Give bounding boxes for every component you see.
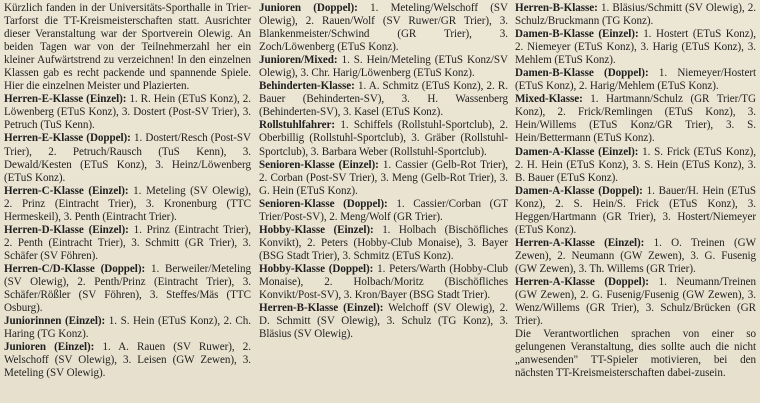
- result-entry: [515, 28, 756, 67]
- result-entry: [4, 93, 251, 132]
- class-results: 1. Schiffels (Rollstuhl-Sportclub), 2. Oberbillig (Rollstuhl-Sportclub), 3. Gräber (Rollstuhl-Sportclub), 3. Barbara Weber (Rollstuhl-Sportclub).: [259, 119, 508, 158]
- result-entry: [515, 146, 756, 185]
- class-results: 1. Hostert (ETuS Konz), 2. Niemeyer (ETuS Konz), 3. Harig (ETuS Konz), 3. Mehlem (ETuS Konz).: [515, 28, 756, 67]
- class-heading: Herren-B-Klasse (Einzel):: [259, 302, 384, 315]
- class-heading: Senioren-Klasse (Einzel):: [259, 158, 379, 171]
- class-results: Welchoff (SV Olewig), 2. D. Schmitt (SV Olewig), 3. Schulz (TG Konz), 3. Bläsius (SV Olewig).: [259, 302, 508, 341]
- result-entry: [259, 302, 508, 341]
- column-3: [515, 2, 756, 380]
- result-entry: [259, 263, 508, 302]
- class-results: 1. S. Hein/Meteling (ETuS Konz/SV Olewig), 3. Chr. Harig/Löwenberg (ETuS Konz).: [259, 54, 508, 80]
- result-entry: [4, 341, 251, 380]
- class-results: 1. Bauer/H. Hein (ETuS Konz), 2. S. Hein/S. Frick (ETuS Konz), 3. Heggen/Hartmann (GR Trier), 3. Hostert/Niemeyer (ETuS Konz).: [515, 184, 756, 236]
- class-results: 1. Peters/Warth (Hobby-Club Monaise), 2. Holbach/Moritz (Bischöfliches Konvikt/Post-SV), 3. Kron/Bayer (BSG Stadt Trier).: [259, 262, 508, 302]
- class-heading: Herren-E-Klasse (Einzel):: [4, 93, 127, 106]
- class-heading: Hobby-Klasse (Einzel):: [259, 223, 374, 236]
- class-results: 1. Dostert/Resch (Post-SV Trier), 2. Petruch/Rausch (TuS Kenn), 3. Dewald/Kesten (ETuS Konz), 3. Heinz/Löwenberg (ETuS Konz).: [4, 132, 251, 184]
- result-entry: [259, 224, 508, 263]
- class-heading: Herren-E-Klasse (Doppel):: [4, 132, 131, 145]
- result-entry: [259, 54, 508, 80]
- class-heading: Damen-A-Klasse (Einzel):: [515, 145, 639, 158]
- class-heading: Juniorinnen (Einzel):: [4, 315, 106, 328]
- result-entry: [259, 80, 508, 119]
- class-results: 1. Niemeyer/Hostert (ETuS Konz), 2. Harig/Mehlem (ETuS Konz).: [515, 67, 756, 93]
- class-results: 1. S. Frick (ETuS Konz), 2. H. Hein (ETuS Konz), 3. S. Hein (ETuS Konz), 3. B. Bauer (ETuS Konz).: [515, 145, 756, 184]
- class-results: 1. A. Rauen (SV Ruwer), 2. Welschoff (SV Olewig), 3. Leisen (GW Zewen), 3. Meteling (SV Olewig).: [4, 341, 251, 380]
- result-entry: [259, 119, 508, 158]
- class-results: 1. Holbach (Bischöfliches Konvikt), 2. Peters (Hobby-Club Monaise), 3. Bayer (BSG Stadt Trier), 3. Schmitz (ETuS Konz).: [259, 223, 508, 262]
- class-heading: Junioren (Einzel):: [4, 341, 95, 354]
- result-entry: [259, 2, 508, 54]
- class-heading: Herren-B-Klasse:: [515, 2, 598, 14]
- result-entry: [4, 224, 251, 263]
- class-results: 1. Bläsius/Schmitt (SV Olewig), 2. Schulz/Bruckmann (TG Konz).: [515, 2, 756, 28]
- result-entry: [4, 132, 251, 184]
- class-results: 1. O. Treinen (GW Zewen), 2. Neumann (GW Zewen), 3. G. Fusenig (GW Zewen), 3. Th. Willems (GR Trier).: [515, 236, 756, 275]
- result-entry: [259, 159, 508, 198]
- result-entry: [515, 93, 756, 145]
- class-heading: Damen-B-Klasse (Doppel):: [515, 67, 649, 80]
- result-entry: [515, 185, 756, 237]
- class-heading: Herren-A-Klasse (Doppel):: [515, 275, 649, 288]
- class-heading: Damen-A-Klasse (Doppel):: [515, 184, 643, 197]
- class-results: 1. Cassier/Corban (GT Trier/Post-SV), 2. Meng/Wolf (GR Trier).: [259, 197, 509, 223]
- class-heading: Senioren-Klasse (Doppel):: [259, 197, 388, 210]
- closing-paragraph: Die Verantwortlichen sprachen von einer so gelungenen Veranstaltung, dies sollte auch die nicht „anwesenden" TT-Spieler motivieren, bei den nächsten TT-Kreismeisterschaften dabei-zusein.: [515, 328, 756, 380]
- result-entry: [515, 67, 756, 93]
- column-1: [4, 2, 251, 380]
- class-results: 1. Neumann/Treinen (GW Zewen), 2. G. Fusenig/Fusenig (GW Zewen), 3. Wenz/Willems (GR Trier), 3. Schulz/Brücken (GR Trier).: [515, 275, 756, 328]
- class-heading: Junioren/Mixed:: [259, 54, 338, 67]
- class-results: 1. A. Schmitz (ETuS Konz), 2. R. Bauer (Behinderten-SV), 3. H. Wassenberg (Behinderten-SV), 3. Kasel (ETuS Konz).: [259, 80, 508, 119]
- class-results: 1. R. Hein (ETuS Konz), 2. Löwenberg (ETuS Konz), 3. Dostert (Post-SV Trier), 3. Petruch (TuS Kenn).: [4, 93, 251, 132]
- intro-paragraph: Kürzlich fanden in der Universitäts-Sporthalle in Trier-Tarforst die TT-Kreismeisterschaften statt. Ausrichter dieser Veranstaltung war der Sportverein Olewig. An beiden Tagen war von der Teilnehmerzahl her ein kleiner Aufwärtstrend zu verzeichnen! In den einzelnen Klassen gab es recht packende und spannende Spiele. Hier die einzelnen Meister und Plazierten.: [4, 2, 251, 93]
- result-entry: [259, 198, 508, 224]
- class-results: 1. Meteling (SV Olewig), 2. Prinz (Eintracht Trier), 3. Kronenburg (TTC Hermeskeil), 3. Penth (Eintracht Trier).: [4, 184, 251, 223]
- class-heading: Junioren (Doppel):: [259, 2, 358, 14]
- result-entry: [515, 237, 756, 276]
- class-results: 1. Berweiler/Meteling (SV Olewig), 2. Penth/Prinz (Eintracht Trier), 3. Schäfer/Rößler (SV Föhren), 3. Steffes/Mäs (TTC Osburg).: [4, 262, 251, 315]
- column-2: [259, 2, 508, 341]
- class-heading: Herren-C/D-Klasse (Doppel):: [4, 262, 146, 275]
- class-heading: Hobby-Klasse (Doppel):: [259, 262, 374, 275]
- class-heading: Herren-D-Klasse (Einzel):: [4, 223, 129, 236]
- result-entry: [4, 185, 251, 224]
- class-results: 1. Prinz (Eintracht Trier), 2. Penth (Eintracht Trier), 3. Schmitt (GR Trier), 3. Schäfer (SV Föhren).: [4, 223, 251, 262]
- class-results: 1. S. Hein (ETuS Konz), 2. Ch. Haring (TG Konz).: [4, 315, 251, 341]
- class-results: 1. Meteling/Welschoff (SV Olewig), 2. Rauen/Wolf (SV Ruwer/GR Trier), 3. Blankenmeister/Schwind (GR Trier), 3. Zoch/Löwenberg (ETuS Konz).: [259, 2, 508, 54]
- result-entry: [4, 315, 251, 341]
- class-heading: Herren-A-Klasse (Einzel):: [515, 236, 645, 249]
- result-entry: [515, 2, 756, 28]
- class-heading: Rollstuhlfahrer:: [259, 119, 336, 132]
- class-heading: Mixed-Klasse:: [515, 93, 583, 106]
- result-entry: [4, 263, 251, 315]
- class-results: 1. Hartmann/Schulz (GR Trier/TG Konz), 2. Frick/Remlingen (ETuS Konz), 3. Hein/Willems (ETuS Konz/GR Trier), 3. S. Hein/Bettermann (ETuS Konz).: [515, 93, 756, 145]
- class-heading: Herren-C-Klasse (Einzel):: [4, 184, 129, 197]
- class-heading: Behinderten-Klasse:: [259, 80, 355, 93]
- class-heading: Damen-B-Klasse (Einzel):: [515, 28, 639, 41]
- class-results: 1. Cassier (Gelb-Rot Trier), 2. Corban (Post-SV Trier), 3. Meng (Gelb-Rot Trier), 3. G. Hein (ETuS Konz).: [259, 158, 508, 197]
- result-entry: [515, 276, 756, 328]
